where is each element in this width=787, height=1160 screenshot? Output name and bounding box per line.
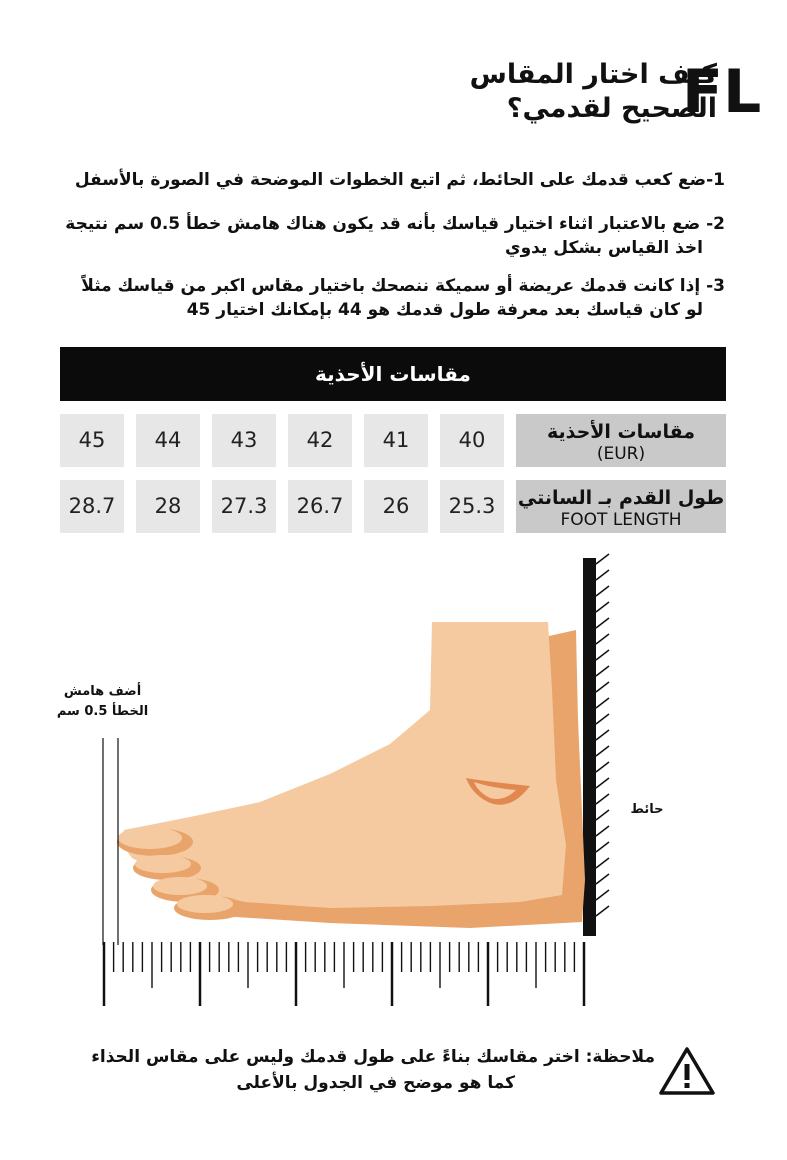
size-cell: 45 xyxy=(60,414,124,467)
row-label-foot-length-title: طول القدم بـ السانتي xyxy=(517,487,725,509)
title-line-1: كيف اختار المقاس xyxy=(469,59,717,90)
title-line-2: الصحيح لقدمي؟ xyxy=(506,93,717,124)
size-cell: 44 xyxy=(136,414,200,467)
size-cell: 42 xyxy=(288,414,352,467)
wall-hatch-mark xyxy=(596,650,609,660)
row-label-eur-title: مقاسات الأحذية xyxy=(546,421,696,443)
wall-hatch-mark xyxy=(596,602,609,612)
page-title xyxy=(397,58,717,126)
svg-text:FL: FL xyxy=(682,57,762,127)
warning-triangle-icon xyxy=(658,1046,716,1096)
wall-hatch-mark xyxy=(596,890,609,900)
wall-hatch-mark xyxy=(596,682,609,692)
step-1-text: 1-ضع كعب قدمك على الحائط، ثم اتبع الخطوات الموضحة في الصورة بالأسفل xyxy=(74,170,725,190)
wall-hatch-mark xyxy=(596,746,609,756)
note xyxy=(55,1044,655,1096)
length-cell: 28 xyxy=(136,480,200,533)
ruler xyxy=(104,942,584,1006)
wall-hatch-mark xyxy=(596,874,609,884)
wall-hatch-mark xyxy=(596,698,609,708)
size-cell: 43 xyxy=(212,414,276,467)
length-cell: 26 xyxy=(364,480,428,533)
wall-hatch-mark xyxy=(596,666,609,676)
length-cell: 26.7 xyxy=(288,480,352,533)
margin-error-label xyxy=(40,682,165,722)
length-cell: 27.3 xyxy=(212,480,276,533)
note-line-1: ملاحظة: اختر مقاسك بناءً على طول قدمك وليس على مقاس الحذاء xyxy=(91,1047,655,1067)
margin-label-line-2: الخطأ 0.5 سم xyxy=(56,704,149,719)
margin-label-line-1: أضف هامش xyxy=(63,684,142,699)
wall-hatch-mark xyxy=(596,714,609,724)
wall-hatch-mark xyxy=(596,858,609,868)
wall-hatch-mark xyxy=(596,762,609,772)
wall-hatch-mark xyxy=(596,586,609,596)
size-table-header: مقاسات الأحذية xyxy=(60,347,726,401)
row-label-foot-length xyxy=(516,480,726,533)
length-cell: 25.3 xyxy=(440,480,504,533)
wall-hatch-mark xyxy=(596,634,609,644)
row-label-foot-length-subtitle: FOOT LENGTH xyxy=(560,510,682,530)
wall-hatch-mark xyxy=(596,730,609,740)
wall-label: حائط xyxy=(630,802,664,817)
wall-hatch xyxy=(596,554,609,916)
wall-hatch-mark xyxy=(596,826,609,836)
wall-hatch-mark xyxy=(596,618,609,628)
row-label-eur xyxy=(516,414,726,467)
size-cell: 40 xyxy=(440,414,504,467)
step-3-line-1: 3- إذا كانت قدمك عريضة أو سميكة ننصحك باختيار مقاس اكبر من قياسك مثلاً xyxy=(81,276,725,296)
step-2-line-1: 2- ضع بالاعتبار اثناء اختيار قياسك بأنه قد يكون هناك هامش خطأ 0.5 سم نتيجة xyxy=(65,214,725,234)
step-3-line-2: لو كان قياسك بعد معرفة طول قدمك هو 44 بإمكانك اختيار 45 xyxy=(186,300,703,320)
instruction-step-2 xyxy=(35,212,725,260)
wall-hatch-mark xyxy=(596,554,609,564)
length-cell: 28.7 xyxy=(60,480,124,533)
wall-hatch-mark xyxy=(596,906,609,916)
row-label-eur-subtitle: (EUR) xyxy=(596,444,646,464)
note-line-2: كما هو موضح في الجدول بالأعلى xyxy=(236,1073,515,1093)
size-cell: 41 xyxy=(364,414,428,467)
foot-measurement-illustration xyxy=(0,550,787,1020)
instruction-step-3 xyxy=(35,274,725,322)
wall-hatch-mark xyxy=(596,570,609,580)
wall-hatch-mark xyxy=(596,810,609,820)
wall-hatch-mark xyxy=(596,842,609,852)
wall-hatch-mark xyxy=(596,794,609,804)
wall-hatch-mark xyxy=(596,778,609,788)
step-2-line-2: اخذ القياس بشكل يدوي xyxy=(505,238,703,258)
instruction-step-1 xyxy=(35,168,725,192)
